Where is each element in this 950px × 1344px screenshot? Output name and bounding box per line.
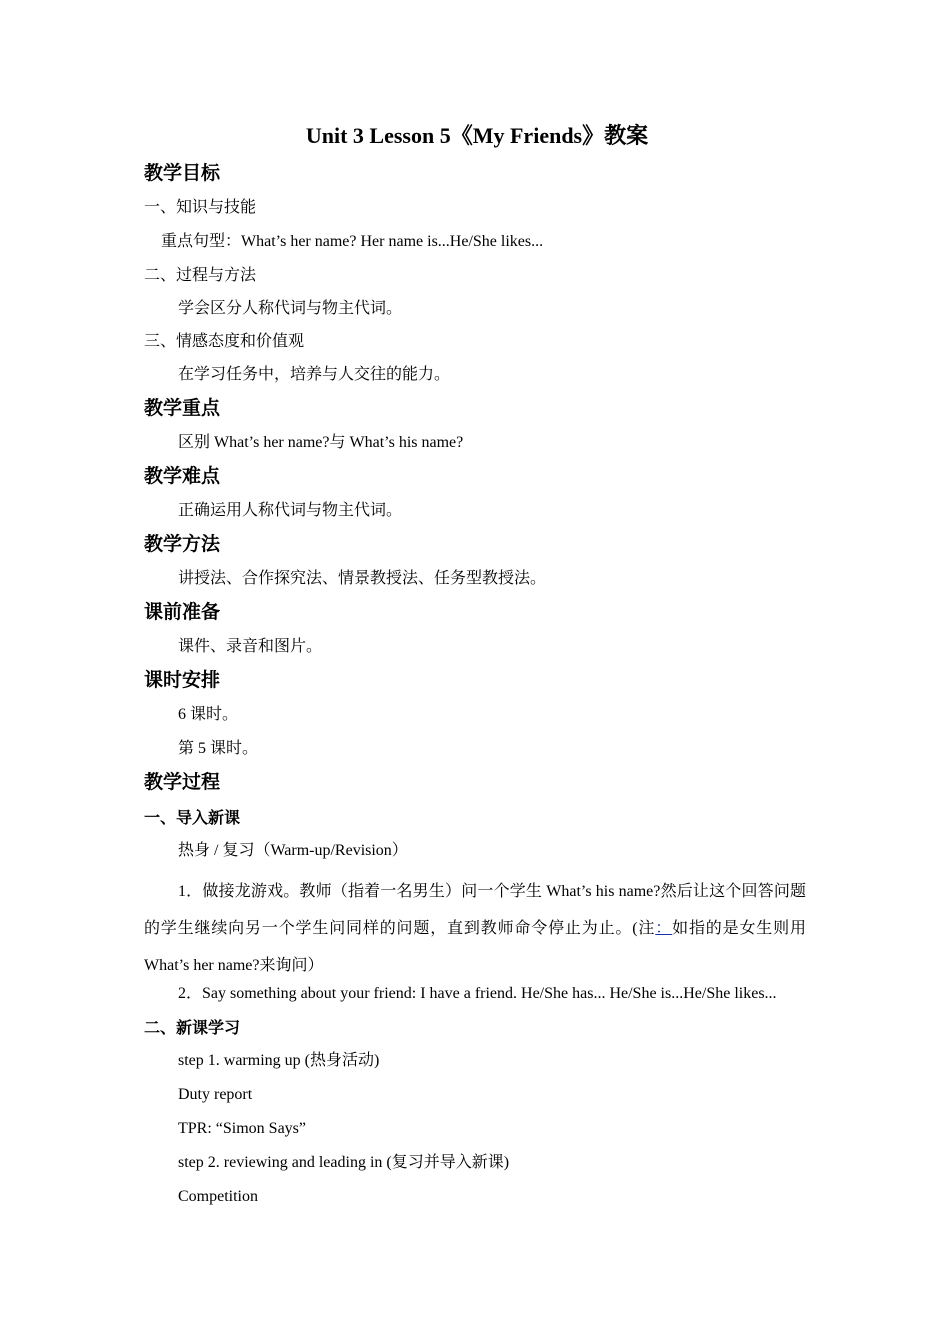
step-2: step 2. reviewing and leading in (复习并导入新课) xyxy=(178,1154,510,1171)
method-heading: 教学方法 xyxy=(144,533,221,555)
competition: Competition xyxy=(178,1188,258,1205)
objective-1-heading: 一、知识与技能 xyxy=(144,199,257,216)
prep-text: 课件、录音和图片。 xyxy=(178,638,323,655)
objectives-heading: 教学目标 xyxy=(144,162,221,184)
schedule-current: 第 5 课时。 xyxy=(178,740,259,757)
intro-item-1-main: 1．做接龙游戏。教师（指着一名男生）问一个学生 What’s his name?然后让这个回答问题的学生继续向另一个学生问同样的问题，直到教师命令停止为止。(注 xyxy=(144,883,806,937)
objective-1-text: 重点句型：What’s her name? Her name is...He/She likes... xyxy=(161,233,544,250)
intro-heading: 一、导入新课 xyxy=(144,808,241,827)
prep-heading: 课前准备 xyxy=(144,601,221,623)
step-1: step 1. warming up (热身活动) xyxy=(178,1052,380,1069)
intro-warmup: 热身 / 复习（Warm-up/Revision） xyxy=(178,842,408,859)
objective-3-heading: 三、情感态度和价值观 xyxy=(144,333,305,350)
keypoint-text: 区别 What’s her name?与 What’s his name? xyxy=(178,434,464,451)
difficulty-heading: 教学难点 xyxy=(144,465,221,487)
keypoint-heading: 教学重点 xyxy=(144,397,221,419)
method-text: 讲授法、合作探究法、情景教授法、任务型教授法。 xyxy=(178,570,547,587)
intro-item-1-tail: 如指的是女生则用 What’s her name?来询问） xyxy=(144,920,806,974)
intro-item-2: 2．Say something about your friend: I have a friend. He/She has... He/She is...He/She likes... xyxy=(178,985,777,1002)
schedule-heading: 课时安排 xyxy=(144,669,221,691)
objective-2-heading: 二、过程与方法 xyxy=(144,267,257,284)
objective-2-text: 学会区分人称代词与物主代词。 xyxy=(178,300,403,317)
schedule-total: 6 课时。 xyxy=(178,706,239,723)
process-heading: 教学过程 xyxy=(144,771,221,793)
duty-report: Duty report xyxy=(178,1086,253,1103)
tpr-line: TPR: “Simon Says” xyxy=(178,1120,307,1137)
difficulty-text: 正确运用人称代词与物主代词。 xyxy=(178,502,403,519)
objective-3-text: 在学习任务中，培养与人交往的能力。 xyxy=(178,366,451,383)
new-lesson-heading: 二、新课学习 xyxy=(144,1018,241,1037)
document-title: Unit 3 Lesson 5《My Friends》教案 xyxy=(305,123,649,148)
intro-item-1 xyxy=(144,873,806,984)
intro-item-1-colon: ： xyxy=(655,920,673,937)
